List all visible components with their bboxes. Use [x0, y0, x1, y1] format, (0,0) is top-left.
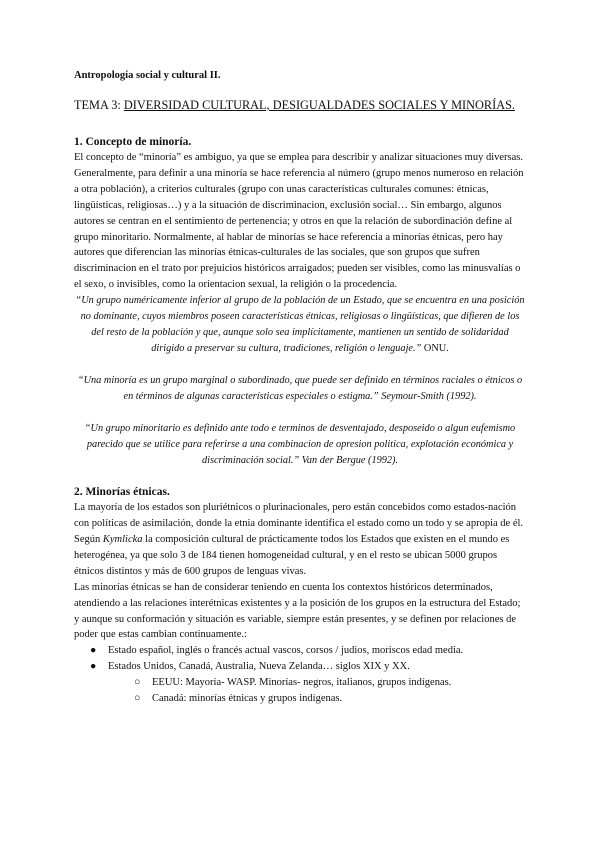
section2-paragraph-2: Las minorías étnicas se han de considerar teniendo en cuenta los contextos históricos determinados, atendiendo a las relaciones interétnicas existentes y a la posición de los grupos en la estructura del Estado; y aunque su conformación y situación es variable, siempre están presentes, y se definen por relaciones de poder que estas cambian continuamente.: — [74, 581, 521, 641]
sublist-item-text: EEUU: Mayoría- WASP. Minorías- negros, italianos, grupos indígenas. — [152, 677, 452, 689]
section1-paragraph: El concepto de “minoría” es ambiguo, ya que se emplea para describir y analizar situaciones muy diversas. Generalmente, para definir a una minoría se hace referencia al número (grupo menos numeroso en relación a otra población), a criterios culturales (grupo con unas características culturales comunes: étnicas, lingüísticas, religiosas…) y a la situación de discriminacion, exclusión social… Sin embargo, algunos autores se centran en el sentimiento de pertenencia; y otros en que la relación de subordinación define al grupo minoritario. Normalmente, al hablar de minorías se hace referencia a minorías étnicas, pero hay autores que diferencian las minorías étnicas-culturales de las sociales, que son grupos que sufren discriminacion en el trato por prejuicios históricos arraigados; pueden ser visibles, como las minusvalías o el sexo, o invisibles, como la orientacion sexual, la religión o la procedencia. — [74, 152, 524, 291]
quote-onu-source: ONU. — [423, 343, 449, 355]
section2-paragraph-1 — [74, 500, 526, 580]
sublist-item-text: Canadá: minorías étnicas y grupos indígenas. — [152, 693, 343, 705]
hollow-bullet-icon: ○ — [134, 693, 141, 705]
sublist-item — [74, 675, 526, 691]
topic-title — [74, 98, 526, 113]
document-page — [74, 70, 526, 707]
quote-onu-text: “Un grupo numéricamente inferior al grupo de la población de un Estado, que se encuentra en una posición no dominante, cuyos miembros poseen características étnicas, religiosas o lingüísticas, que difieren de los del resto de la población y que, aunque solo sea implícitamente, mantienen un sentido de solidaridad dirigido a preservar su cultura, tradiciones, religión o lenguaje.” — [75, 295, 525, 355]
section1-heading: 1. Concepto de minoría. — [74, 136, 192, 148]
list-item-text: Estados Unidos, Canadá, Australia, Nueva Zelanda… siglos XIX y XX. — [108, 661, 410, 673]
bullet-icon: ● — [90, 661, 97, 673]
para1-part-b: la composición cultural de prácticamente todos los Estados que existen en el mundo es heterogénea, ya que solo 3 de 184 tienen homogeneidad cultural, y en el resto se ubican 5000 grupos étnicos distintos y más de 600 grupos de lenguas vivas. — [74, 533, 510, 577]
quote-vanderbergue-source: Van der Bergue (1992). — [301, 455, 399, 467]
quote-seymour-source: Seymour-Smith (1992). — [381, 391, 477, 403]
quote-vanderbergue-text: “Un grupo minoritario es definido ante todo e terminos de desventajado, desposeido o algun eufemismo parecido que se utilice para referirse a una combinacion de opresion politica, explotación económica y discriminación social.” — [84, 423, 516, 467]
section2-heading: 2. Minorías étnicas. — [74, 486, 170, 499]
para1-part-a: La mayoría de los estados son pluriétnicos o plurinacionales, pero están concebidos como estados-nación con políticas de asimilación, donde la etnia dominante identifica el estado como un todo y se apropia de él. Según — [74, 502, 524, 545]
bullet-icon: ● — [90, 645, 97, 657]
bullet-list — [74, 643, 526, 707]
quote-seymour — [74, 373, 526, 405]
quote-onu — [74, 293, 526, 357]
hollow-bullet-icon: ○ — [134, 677, 141, 689]
topic-name: DIVERSIDAD CULTURAL, DESIGUALDADES SOCIALES Y MINORÍAS. — [123, 98, 516, 112]
sublist-item — [74, 691, 526, 707]
list-item — [74, 643, 526, 659]
topic-prefix: TEMA 3: — [74, 98, 121, 112]
quote-vanderbergue — [74, 421, 526, 469]
list-item-text: Estado español, inglés o francés actual vascos, corsos / judios, moriscos edad media. — [108, 645, 464, 657]
author-kymlicka: Kymlicka — [102, 533, 143, 545]
course-title: Antropología social y cultural II. — [74, 70, 221, 81]
list-item — [74, 659, 526, 675]
quote-seymour-text: “Una minoría es un grupo marginal o subordinado, que puede ser definido en términos raciales o étnicos o en términos de algunas características especiales o estigma.” — [77, 375, 523, 403]
